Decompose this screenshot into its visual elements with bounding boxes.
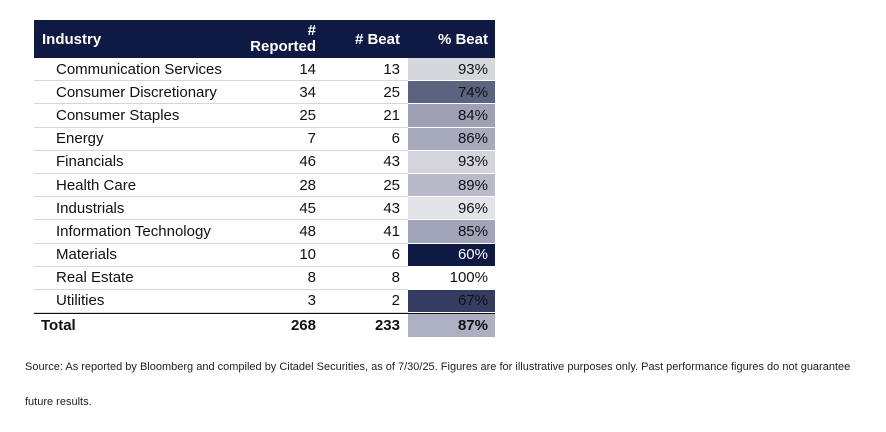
cell-beat: 43: [324, 151, 408, 174]
cell-reported: 48: [246, 220, 324, 243]
cell-industry: Consumer Discretionary: [34, 81, 246, 104]
cell-reported: 10: [246, 244, 324, 267]
table-row: [34, 197, 495, 220]
header-industry: Industry: [42, 31, 102, 48]
total-row: [34, 313, 495, 337]
earnings-beat-table: [34, 20, 495, 337]
cell-beat: 25: [324, 174, 408, 197]
table-body: [34, 58, 495, 313]
total-pct-beat: 87%: [408, 314, 495, 337]
header-reported-line2: Reported: [250, 38, 316, 55]
header-pct-beat: % Beat: [437, 31, 488, 48]
cell-industry: Information Technology: [34, 220, 246, 243]
cell-pct-beat: 67%: [408, 290, 495, 313]
table-header: [34, 20, 495, 58]
cell-industry: Industrials: [34, 197, 246, 220]
table-row: [34, 174, 495, 197]
cell-pct-beat: 100%: [408, 267, 495, 290]
cell-beat: 41: [324, 220, 408, 243]
cell-beat: 8: [324, 267, 408, 290]
total-reported: 268: [290, 317, 316, 335]
cell-pct-beat: 84%: [408, 104, 495, 127]
cell-reported: 3: [246, 290, 324, 313]
cell-reported: 7: [246, 128, 324, 151]
cell-pct-beat: 96%: [408, 197, 495, 220]
cell-industry: Materials: [34, 244, 246, 267]
cell-reported: 28: [246, 174, 324, 197]
cell-beat: 6: [324, 244, 408, 267]
cell-industry: Communication Services: [34, 58, 246, 81]
cell-industry: Real Estate: [34, 267, 246, 290]
cell-reported: 14: [246, 58, 324, 81]
cell-pct-beat: 74%: [408, 81, 495, 104]
cell-beat: 2: [324, 290, 408, 313]
cell-pct-beat: 86%: [408, 128, 495, 151]
cell-industry: Health Care: [34, 174, 246, 197]
cell-reported: 25: [246, 104, 324, 127]
table-row: [34, 81, 495, 104]
cell-beat: 6: [324, 128, 408, 151]
header-reported: [246, 20, 324, 58]
cell-beat: 21: [324, 104, 408, 127]
total-label: Total: [41, 317, 76, 335]
table-row: [34, 220, 495, 243]
table-row: [34, 58, 495, 81]
table-row: [34, 151, 495, 174]
cell-pct-beat: 89%: [408, 174, 495, 197]
cell-reported: 46: [246, 151, 324, 174]
table-row: [34, 290, 495, 313]
cell-beat: 25: [324, 81, 408, 104]
cell-pct-beat: 85%: [408, 220, 495, 243]
header-reported-line1: #: [307, 22, 316, 39]
cell-industry: Energy: [34, 128, 246, 151]
table-row: [34, 104, 495, 127]
cell-reported: 45: [246, 197, 324, 220]
cell-industry: Utilities: [34, 290, 246, 313]
cell-industry: Financials: [34, 151, 246, 174]
cell-reported: 8: [246, 267, 324, 290]
table-row: [34, 244, 495, 267]
cell-pct-beat: 60%: [408, 244, 495, 267]
cell-pct-beat: 93%: [408, 151, 495, 174]
cell-beat: 43: [324, 197, 408, 220]
table-row: [34, 128, 495, 151]
header-beat: # Beat: [354, 31, 400, 48]
source-footnote: Source: As reported by Bloomberg and compiled by Citadel Securities, as of 7/30/25. Figures are for illustrative purposes only. Past performance figures do not guarantee future results.: [25, 361, 851, 408]
cell-beat: 13: [324, 58, 408, 81]
cell-reported: 34: [246, 81, 324, 104]
total-beat: 233: [374, 317, 400, 335]
table-row: [34, 267, 495, 290]
cell-industry: Consumer Staples: [34, 104, 246, 127]
cell-pct-beat: 93%: [408, 58, 495, 81]
